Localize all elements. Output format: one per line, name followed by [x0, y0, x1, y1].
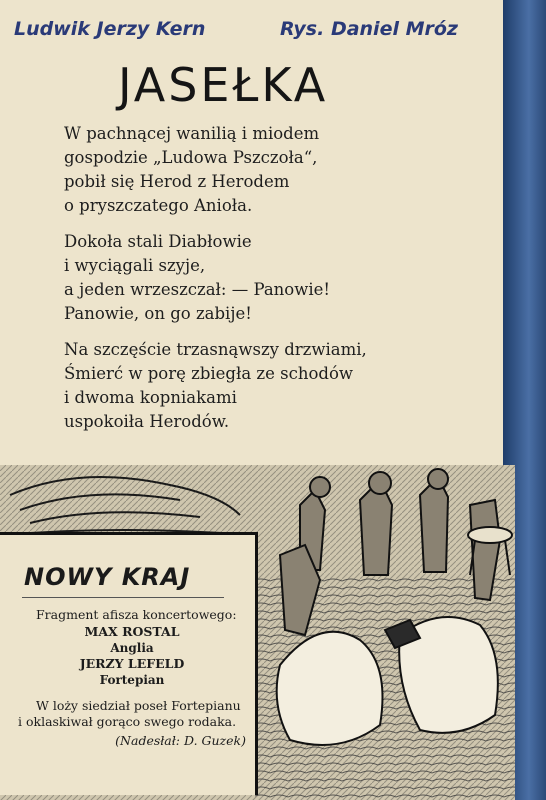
poem-stanza	[64, 122, 484, 218]
performer-name: JERZY LEFELD	[79, 655, 185, 671]
performer-instrument: Fortepian	[99, 672, 165, 687]
clipping-quip: W loży siedział poseł Fortepianu i oklaskiwał gorąco swego rodaka.	[18, 697, 241, 729]
magazine-underline	[22, 597, 224, 598]
poem-line: W pachnącej wanilią i miodem	[64, 124, 320, 143]
poem-line: Na szczęście trzasnąwszy drzwiami,	[64, 340, 367, 359]
performer-name: MAX ROSTAL	[84, 623, 180, 639]
illustrator-credit: Rys. Daniel Mróz	[280, 18, 458, 40]
clipping-intro: Fragment afisza koncertowego:	[36, 607, 237, 622]
credits-header	[14, 18, 494, 48]
poem-title: JASEŁKA	[118, 58, 329, 112]
clipping-text	[18, 607, 246, 749]
poem-line: o pryszczatego Anioła.	[64, 196, 253, 215]
poem-line: i dwoma kopniakami	[64, 388, 237, 407]
poem-line: Śmierć w porę zbiegła ze schodów	[64, 364, 354, 383]
performer-country: Anglia	[110, 640, 154, 655]
sender-credit: (Nadesłał: D. Guzek)	[115, 732, 246, 748]
poem-stanza	[64, 230, 484, 326]
poem-line: gospodzie „Ludowa Pszczoła“,	[64, 148, 318, 167]
poem-body	[64, 122, 484, 446]
humor-sidebox	[0, 532, 258, 795]
poem-line: a jeden wrzeszczał: — Panowie!	[64, 280, 331, 299]
poem-line: i wyciągali szyje,	[64, 256, 206, 275]
poem-line: Dokoła stali Diabłowie	[64, 232, 252, 251]
author-name: Ludwik Jerzy Kern	[14, 18, 206, 40]
poem-line: Panowie, on go zabije!	[64, 304, 252, 323]
poem-line: uspokoiła Herodów.	[64, 412, 230, 431]
magazine-name: NOWY KRAJ	[24, 563, 191, 591]
poem-line: pobił się Herod z Herodem	[64, 172, 290, 191]
poem-stanza	[64, 338, 484, 434]
